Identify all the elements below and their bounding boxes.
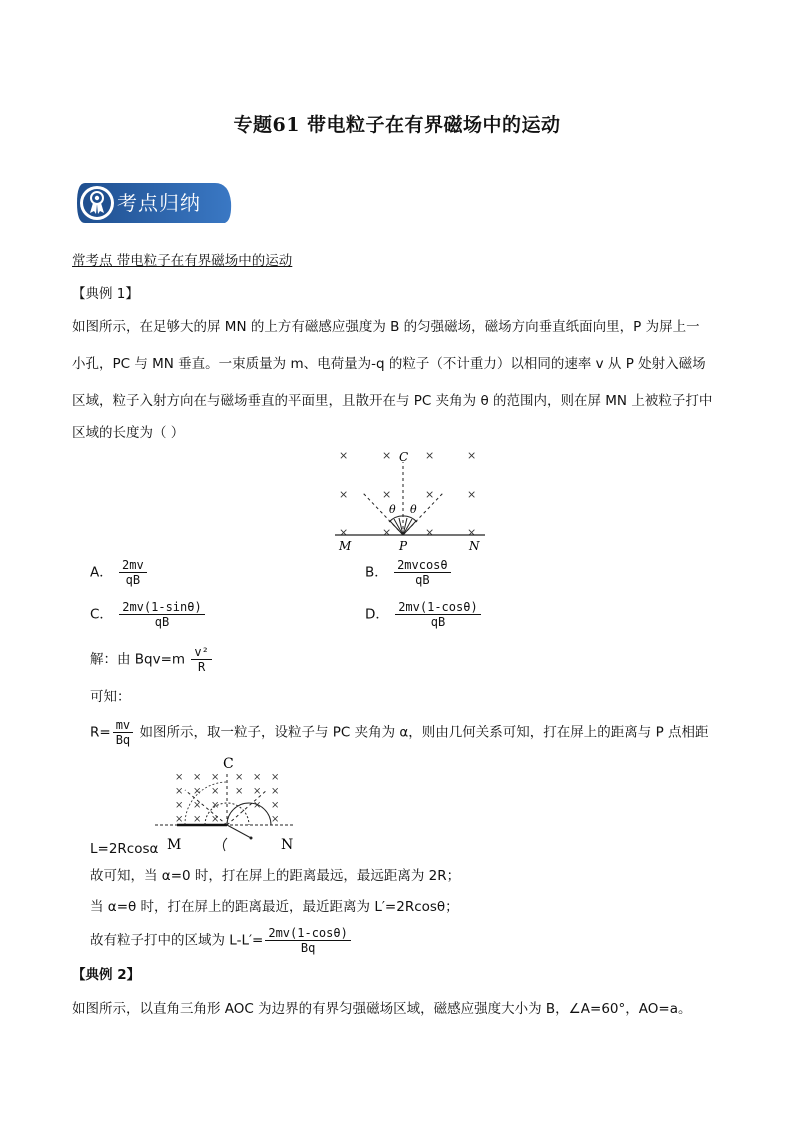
option-a[interactable] bbox=[90, 558, 149, 587]
point-n-label: N bbox=[469, 539, 480, 553]
svg-text:×: × bbox=[253, 800, 262, 811]
solution-line-7: 故有粒子打中的区域为 L-L′= $\frac{2mv(1-\cos\theta)}{Bq}$ bbox=[90, 926, 353, 955]
point-c-label: C bbox=[399, 450, 409, 464]
cross-mark: × bbox=[382, 488, 392, 501]
option-d-fraction: $\frac{2mv(1-\cos\theta)}{qB}$ bbox=[395, 600, 480, 629]
figure-2-diagram bbox=[155, 752, 305, 852]
example1-line-3: 区域，粒子入射方向在与磁场垂直的平面里，且散开在与 PC 夹角为 θ 的范围内，则在屏 MN 上被粒子打中 bbox=[72, 393, 713, 409]
page-title: 专题61 带电粒子在有界磁场中的运动 bbox=[233, 114, 561, 136]
example1-line-2: 小孔，PC 与 MN 垂直。一束质量为 m、电荷量为-q 的粒子（不计重力）以相同的速率 v 从 P 处射入磁场 bbox=[72, 356, 706, 372]
svg-text:×: × bbox=[271, 800, 280, 811]
solution-line-2: 可知： bbox=[90, 689, 131, 705]
solution-line-1: 解：由 Bqv=m $\frac{\text{v²}}{R}$ bbox=[90, 645, 214, 674]
section-badge bbox=[75, 180, 233, 226]
option-a-label: A． bbox=[90, 564, 113, 581]
cross-mark: × bbox=[467, 526, 477, 539]
example1-line-4: 区域的长度为（ ） bbox=[72, 425, 185, 441]
figure-1-diagram bbox=[325, 446, 495, 556]
svg-text:×: × bbox=[175, 800, 184, 811]
svg-text:×: × bbox=[235, 772, 244, 783]
example1-line-1: 如图所示，在足够大的屏 MN 的上方有磁感应强度为 B 的匀强磁场，磁场方向垂直纸面向里，P 为屏上一 bbox=[72, 319, 700, 335]
cross-mark: × bbox=[382, 526, 392, 539]
cross-mark: × bbox=[425, 526, 435, 539]
cross-mark: × bbox=[339, 526, 349, 539]
point-p-label: P bbox=[399, 539, 408, 553]
svg-text:×: × bbox=[211, 786, 220, 797]
cross-mark: × bbox=[467, 488, 477, 501]
fig2-point-c-label: C bbox=[223, 756, 234, 772]
svg-text:×: × bbox=[271, 772, 280, 783]
cross-mark: × bbox=[467, 449, 477, 462]
svg-text:×: × bbox=[175, 772, 184, 783]
point-m-label: M bbox=[339, 539, 352, 553]
example1-heading: 【典例 1】 bbox=[72, 286, 139, 302]
solution-line-5: 故可知，当 α=0 时，打在屏上的距离最远，最远距离为 2R； bbox=[90, 868, 461, 884]
svg-text:×: × bbox=[253, 786, 262, 797]
theta-left-label: θ bbox=[389, 503, 396, 516]
svg-text:×: × bbox=[193, 814, 202, 825]
cross-mark: × bbox=[339, 488, 349, 501]
option-b-label: B． bbox=[365, 564, 388, 581]
option-c-label: C． bbox=[90, 606, 113, 623]
svg-text:×: × bbox=[253, 772, 262, 783]
cross-mark: × bbox=[382, 449, 392, 462]
cross-mark: × bbox=[425, 449, 435, 462]
option-b[interactable] bbox=[365, 558, 453, 587]
option-c[interactable] bbox=[90, 600, 207, 629]
fig2-point-n-label: N bbox=[281, 837, 294, 852]
svg-text:×: × bbox=[211, 800, 220, 811]
svg-text:×: × bbox=[235, 786, 244, 797]
svg-text:×: × bbox=[211, 814, 220, 825]
badge-label: 考点归纳 bbox=[117, 191, 201, 215]
solution-line-6: 当 α=θ 时，打在屏上的距离最近，最近距离为 L′=2Rcosθ； bbox=[90, 899, 459, 915]
option-a-fraction: $\frac{2mv}{qB}$ bbox=[119, 558, 147, 587]
option-d-label: D． bbox=[365, 606, 389, 623]
example2-line-1: 如图所示，以直角三角形 AOC 为边界的有界匀强磁场区域，磁感应强度大小为 B，∠A=60°，AO=a。 bbox=[72, 1001, 692, 1017]
example2-heading: 【典例 2】 bbox=[72, 967, 141, 983]
option-d[interactable] bbox=[365, 600, 483, 629]
svg-text:×: × bbox=[193, 786, 202, 797]
svg-text:×: × bbox=[175, 786, 184, 797]
fig2-point-m-label: M bbox=[167, 837, 182, 852]
svg-text:×: × bbox=[175, 814, 184, 825]
solution-line-4: L=2Rcosα bbox=[90, 841, 159, 857]
solution-line-3: R= $\frac{mv}{Bq}$ 如图所示，取一粒子，设粒子与 PC 夹角为 α，则由几何关系可知，打在屏上的距离与 P 点相距 bbox=[90, 718, 709, 747]
svg-text:×: × bbox=[193, 800, 202, 811]
section-heading: 常考点 带电粒子在有界磁场中的运动 bbox=[72, 253, 293, 269]
svg-text:×: × bbox=[193, 772, 202, 783]
option-c-fraction: $\frac{2mv(1-\sin\theta)}{qB}$ bbox=[119, 600, 204, 629]
svg-text:×: × bbox=[271, 786, 280, 797]
cross-mark: × bbox=[425, 488, 435, 501]
svg-text:×: × bbox=[271, 814, 280, 825]
theta-right-label: θ bbox=[410, 503, 417, 516]
svg-text:×: × bbox=[211, 772, 220, 783]
option-b-fraction: $\frac{2mvcos\theta}{qB}$ bbox=[394, 558, 451, 587]
cross-mark: × bbox=[339, 449, 349, 462]
